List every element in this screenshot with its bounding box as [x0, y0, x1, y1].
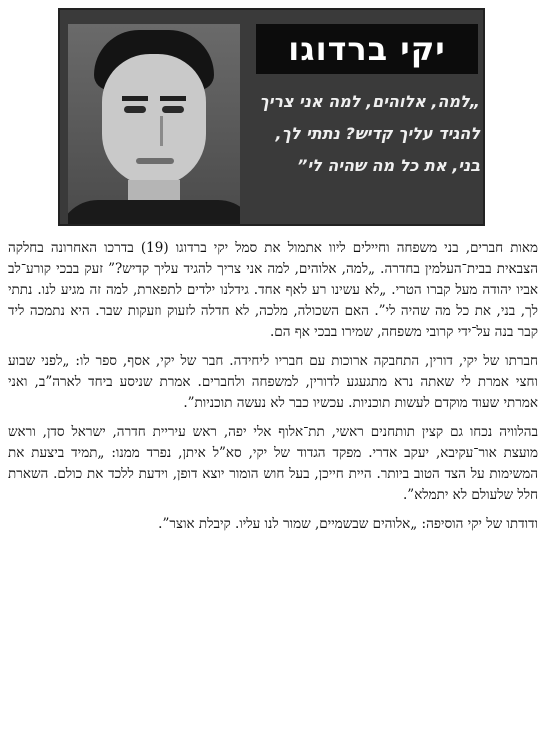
article-body: [8, 238, 538, 543]
article-paragraph: מאות חברים, בני משפחה וחיילים ליוו אתמול את סמל יקי ברדוגו (19) בדרכו האחרונה בחלקה הצבאית בבית־העלמין בחדרה. „למה, אלוהים, למה אני צריך להגיד עליך קדיש?” זעק בבכי קורע־לב אביו יהודה מעל קברו הטרי. „לא עשינו רע לאף אחד. גידלנו ילדים לתפארת, למה זה מגיע לנו. נתתי לך, בני, את כל מה שהיה לי”. האם השכולה, מלכה, לא חדלה לזעוק וזעקות שבר. היא נתמכה ליד קבר בנה על־ידי קרובי משפחה, שמירו בבכי אף הם.: [8, 240, 538, 340]
article-paragraph: ודודתו של יקי הוסיפה: „אלוהים שבשמיים, שמור לנו עליו. קיבלת אוצר”.: [158, 516, 538, 532]
portrait-photo: [68, 24, 240, 224]
pull-quote: „למה, אלוהים, למה אני צריך להגיד עליך קדיש? נתתי לך, בני, את כל מה שהיה לי”: [259, 92, 480, 175]
person-name: יקי ברדוגו: [256, 24, 478, 74]
article-header: [58, 8, 485, 226]
article-paragraph: בהלוויה נכחו גם קצין תותחנים ראשי, תת־אלוף אלי יפה, ראש עיריית חדרה, ישראל סדן, וראש מועצת אור־עקיבא, יעקב אדרי. מפקד הגדוד של יקי, סא”ל איתן, נפרד ממנו: „תמיד ביצעת את המשימות על הצד הטוב ביותר. היית חייכן, בעל חוש הומור יוצא דופן, וידעת ללכד את כולם. השארת חלל שלעולם לא יתמלא”.: [8, 424, 538, 503]
article-paragraph: חברתו של יקי, דורין, התחבקה ארוכות עם חבריו ליחידה. חבר של יקי, אסף, ספר לו: „לפני שבוע וחצי אמרת לי שאתה נרא מתגעגע לדורין, למשפחה ולחברים. אמרת שניסע ביחד לארה”ב, ואני אמרתי שעוד מוקדם לעשות תוכניות. עכשיו כבר לא נעשה תוכניות”.: [8, 353, 538, 411]
